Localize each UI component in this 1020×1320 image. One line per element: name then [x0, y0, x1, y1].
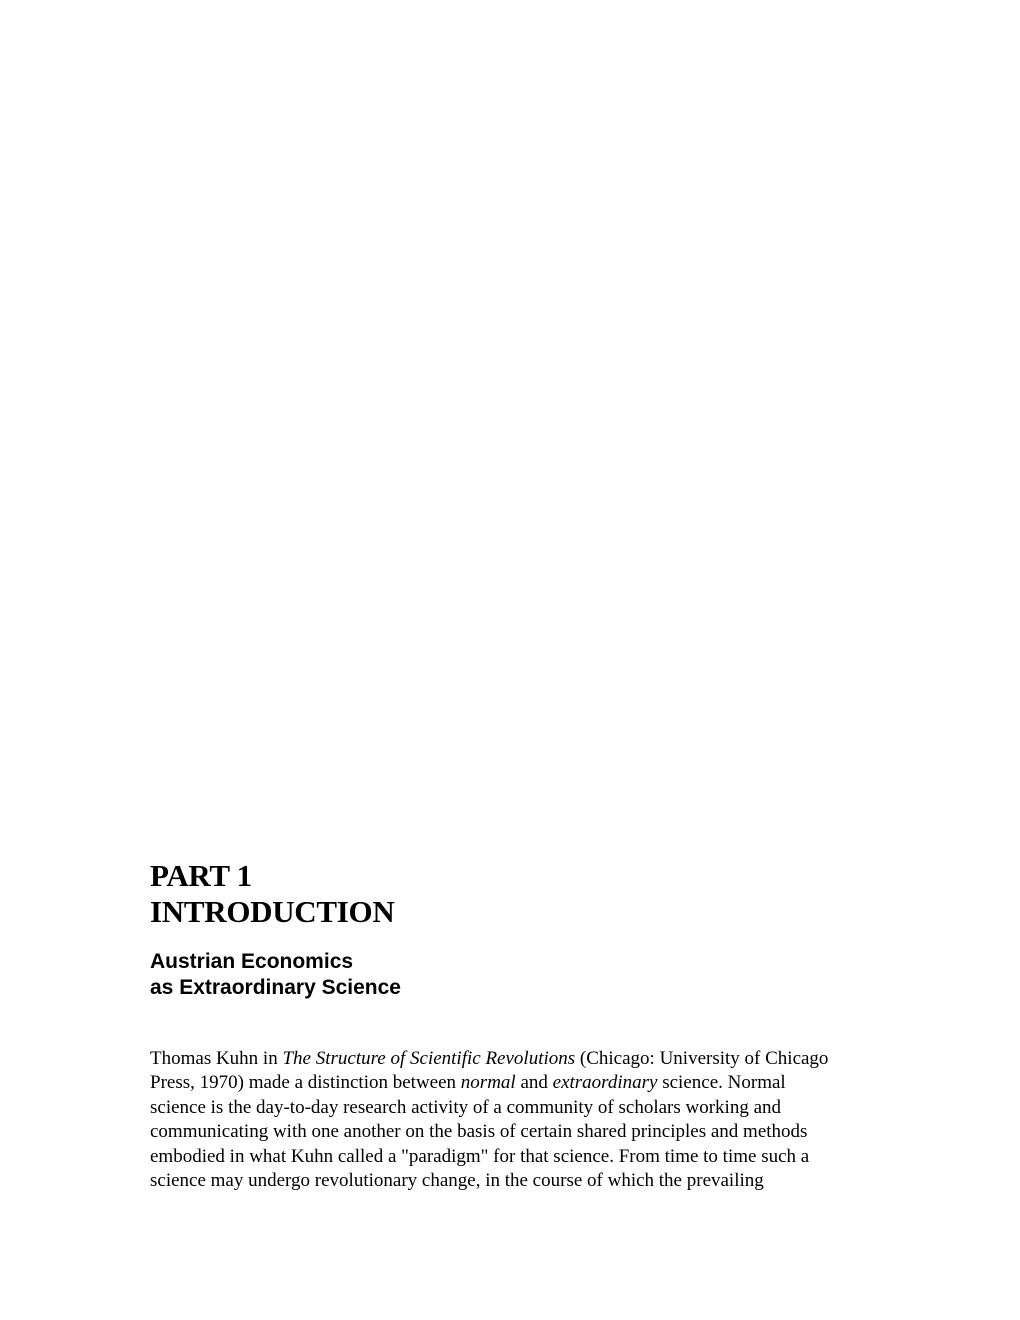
- chapter-title-line-1: Austrian Economics: [150, 950, 354, 973]
- text-run: science. Normal: [657, 1072, 786, 1094]
- paragraph-line-5: embodied in what Kuhn called a "paradigm" for that science. From time to time such a: [150, 1145, 810, 1167]
- emphasis-extraordinary: extraordinary: [552, 1072, 658, 1094]
- paragraph-line-4: communicating with one another on the basis of certain shared principles and methods: [150, 1121, 808, 1143]
- chapter-title-line-2: as Extraordinary Science: [150, 976, 401, 999]
- paragraph-line-6: science may undergo revolutionary change, in the course of which the prevailing: [150, 1170, 764, 1192]
- text-run: Press, 1970) made a distinction between: [150, 1072, 461, 1094]
- text-run: (Chicago: University of Chicago: [575, 1048, 829, 1069]
- book-title-italic: The Structure of Scientific Revolutions: [282, 1048, 576, 1069]
- paragraph-line-1: [150, 1047, 880, 1071]
- body-paragraph: [150, 1047, 880, 1193]
- paragraph-line-3: science is the day-to-day research activity of a community of scholars working and: [150, 1096, 782, 1118]
- emphasis-normal: normal: [460, 1072, 516, 1094]
- part-title: INTRODUCTION: [150, 894, 395, 929]
- part-heading: [150, 858, 394, 930]
- part-label: PART 1: [150, 858, 252, 893]
- text-run: and: [515, 1072, 553, 1094]
- paragraph-line-2: [150, 1071, 880, 1095]
- chapter-title: [150, 949, 401, 1001]
- text-run: Thomas Kuhn in: [150, 1048, 283, 1069]
